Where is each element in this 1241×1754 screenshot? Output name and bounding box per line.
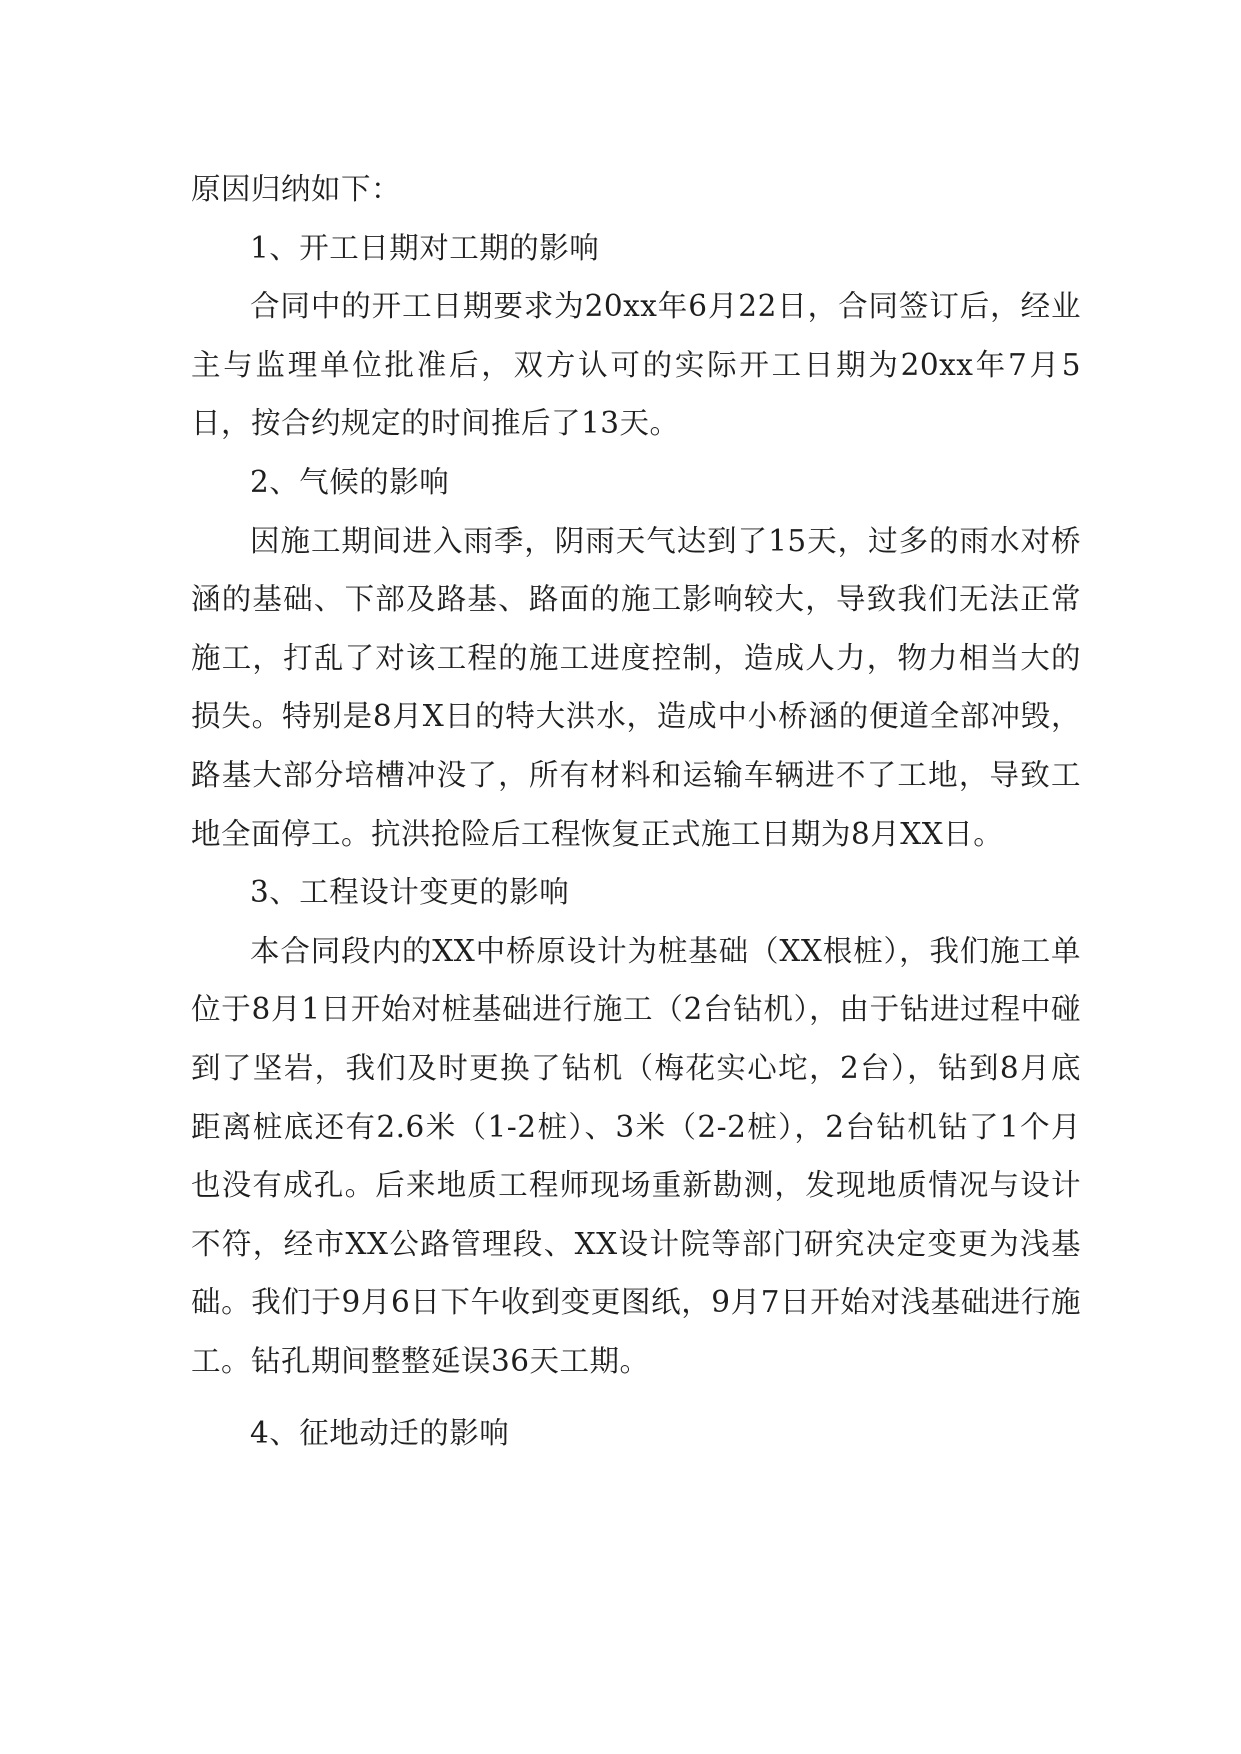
- heading-design-change-impact: 3、工程设计变更的影响: [250, 875, 570, 910]
- paragraph-weather: 因施工期间进入雨季，阴雨天气达到了15天，过多的雨水对桥涵的基础、下部及路基、路面的施工影响较大，导致我们无法正常施工，打乱了对该工程的施工进度控制，造成人力，物力相当大的损失。特别是8月X日的特大洪水，造成中小桥涵的便道全部冲毁，路基大部分培槽冲没了，所有材料和运输车辆进不了工地，导致工地全面停工。抗洪抢险后工程恢复正式施工日期为8月XX日。: [191, 523, 1081, 851]
- heading-land-acquisition-impact: 4、征地动迁的影响: [250, 1416, 510, 1451]
- heading-weather-impact: 2、气候的影响: [250, 464, 450, 499]
- document-body: [191, 160, 1081, 1463]
- heading-start-date-impact: 1、开工日期对工期的影响: [250, 230, 600, 265]
- paragraph-design-change: 本合同段内的XX中桥原设计为桩基础（XX根桩），我们施工单位于8月1日开始对桩基础进行施工（2台钻机），由于钻进过程中碰到了坚岩，我们及时更换了钻机（梅花实心坨，2台），钻到8月底距离桩底还有2.6米（1-2桩）、3米（2-2桩），2台钻机钻了1个月也没有成孔。后来地质工程师现场重新勘测，发现地质情况与设计不符，经市XX公路管理段、XX设计院等部门研究决定变更为浅基础。我们于9月6日下午收到变更图纸，9月7日开始对浅基础进行施工。钻孔期间整整延误36天工期。: [191, 933, 1081, 1378]
- paragraph-start-date: 合同中的开工日期要求为20xx年6月22日，合同签订后，经业主与监理单位批准后，双方认可的实际开工日期为20xx年7月5日，按合约规定的时间推后了13天。: [191, 289, 1081, 441]
- paragraph-intro: 原因归纳如下：: [191, 172, 402, 206]
